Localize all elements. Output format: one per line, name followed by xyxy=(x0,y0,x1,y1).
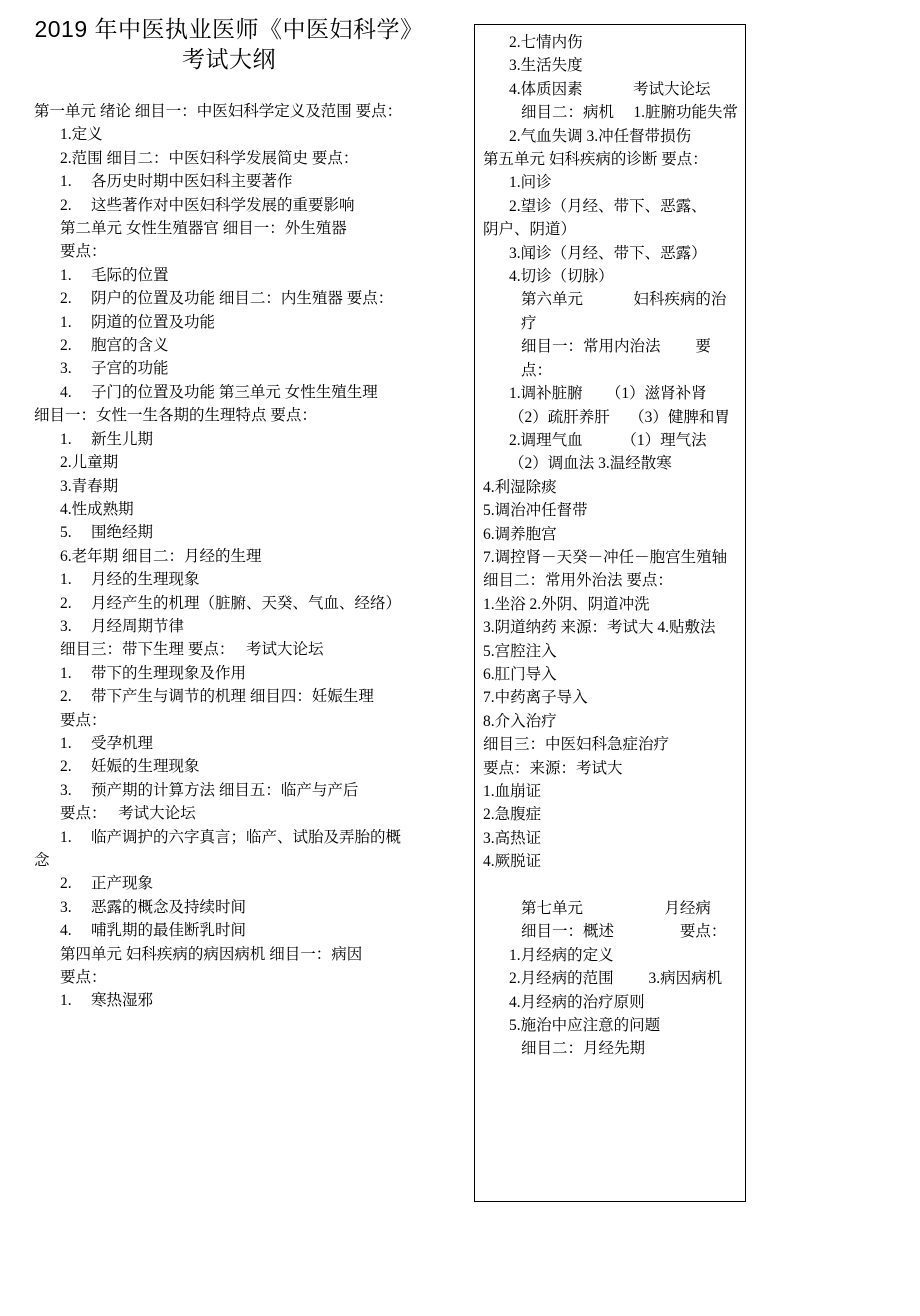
text-line: 3.阴道纳药 来源：考试大 4.贴敷法 xyxy=(483,619,716,637)
text-line: 细目三：带下生理 要点： 考试大论坛 xyxy=(60,641,324,659)
text-line: 1. 毛际的位置 xyxy=(60,266,169,284)
text-line: 2.急腹症 xyxy=(483,806,542,824)
text-line: 3. 月经周期节律 xyxy=(60,617,185,635)
text-line: 7.调控肾－天癸－冲任－胞宫生殖轴 xyxy=(483,548,728,566)
text-line: 2.气血失调 3.冲任督带损伤 xyxy=(509,127,692,145)
text-line: 5. 围绝经期 xyxy=(60,524,154,542)
text-line: 2.调理气血 （1）理气法 xyxy=(509,431,707,449)
text-line: 3.青春期 xyxy=(60,477,119,495)
text-line: 2. 带下产生与调节的机理 细目四：妊娠生理 xyxy=(60,688,374,706)
text-line: 1. 各历史时期中医妇科主要著作 xyxy=(60,173,293,191)
text-line: 6.老年期 细目二：月经的生理 xyxy=(60,547,262,565)
text-line: 6.肛门导入 xyxy=(483,665,557,683)
text-line: 3.闻诊（月经、带下、恶露） xyxy=(509,244,707,262)
text-line: 第一单元 绪论 细目一：中医妇科学定义及范围 要点： xyxy=(34,103,403,120)
text-line: 7.中药离子导入 xyxy=(483,689,588,707)
text-line: 要点： 考试大论坛 xyxy=(60,805,196,823)
text-line: 细目三：中医妇科急症治疗 xyxy=(483,736,670,754)
page-title xyxy=(28,14,430,74)
text-line: 第四单元 妇科疾病的病因病机 细目一：病因 xyxy=(60,945,363,963)
text-line: 3. 预产期的计算方法 细目五：临产与产后 xyxy=(60,781,359,799)
page-title-line-1: 2019 年中医执业医师《中医妇科学》 xyxy=(34,16,424,42)
text-line: 4.性成熟期 xyxy=(60,500,134,518)
text-line: 1.定义 xyxy=(60,126,103,144)
text-line: 1. 阴道的位置及功能 xyxy=(60,313,216,331)
text-line: 要点： xyxy=(60,243,107,261)
text-line: 细目一：女性一生各期的生理特点 要点： xyxy=(34,407,317,425)
text-line: 细目一：概述 要点： xyxy=(521,923,727,941)
text-line: （2）疏肝养肝 （3）健脾和胃 xyxy=(509,408,730,426)
text-line: 5.施治中应注意的问题 xyxy=(509,1017,661,1035)
right-text-column-boxed xyxy=(474,24,746,1202)
text-line: 1. 带下的生理现象及作用 xyxy=(60,664,247,682)
text-line: 8.介入治疗 xyxy=(483,712,557,730)
text-line: 阴户、阴道） xyxy=(483,221,577,239)
title-block xyxy=(0,14,430,74)
text-line: 1. 寒热湿邪 xyxy=(60,992,154,1010)
text-line: 4.体质因素 考试大论坛 xyxy=(509,80,711,98)
document-page xyxy=(0,14,920,1316)
text-line: 3. 子宫的功能 xyxy=(60,360,169,378)
text-line: 2. 这些著作对中医妇科学发展的重要影响 xyxy=(60,196,355,214)
text-line: 2. 月经产生的机理（脏腑、天癸、气血、经络） xyxy=(60,594,402,612)
text-line: 3.生活失度 xyxy=(509,57,583,75)
text-line: 要点： xyxy=(60,969,107,987)
text-line: 念 xyxy=(34,852,50,869)
text-line: 细目二：月经先期 xyxy=(521,1040,646,1058)
text-line: 2. 正产现象 xyxy=(60,875,154,893)
text-line: 2.儿童期 xyxy=(60,454,119,472)
text-line: 1.血崩证 xyxy=(483,783,542,800)
text-line: （2）调血法 3.温经散寒 xyxy=(509,455,672,473)
text-line: 1. 月经的生理现象 xyxy=(60,571,200,589)
text-line: 细目二：常用外治法 要点： xyxy=(483,572,673,590)
text-line: 第二单元 女性生殖器官 细目一：外生殖器 xyxy=(60,220,347,238)
text-line: 2.月经病的范围 3.病因病机 xyxy=(509,970,723,988)
text-line: 2. 胞宫的含义 xyxy=(60,337,169,355)
text-line: 第五单元 妇科疾病的诊断 要点： xyxy=(483,151,708,169)
text-line: 细目一：常用内治法 要点： xyxy=(521,338,711,379)
text-line: 第六单元 妇科疾病的治疗 xyxy=(521,291,727,332)
text-line: 4.利湿除痰 xyxy=(483,478,557,496)
text-line: 1.调补脏腑 （1）滋肾补肾 xyxy=(509,385,707,403)
text-line: 2.七情内伤 xyxy=(509,34,583,51)
text-line: 3.高热证 xyxy=(483,829,542,847)
text-line: 要点： xyxy=(60,711,107,729)
text-line: 细目二：病机 1.脏腑功能失常 xyxy=(521,104,739,122)
text-line: 4.厥脱证 xyxy=(483,853,542,871)
text-line: 2. 妊娠的生理现象 xyxy=(60,758,200,776)
text-line: 1. 新生儿期 xyxy=(60,430,154,448)
text-line: 1.问诊 xyxy=(509,174,552,192)
text-line: 4. 子门的位置及功能 第三单元 女性生殖生理 xyxy=(60,383,378,401)
text-line: 2. 阴户的位置及功能 细目二：内生殖器 要点： xyxy=(60,290,394,308)
text-line: 4. 哺乳期的最佳断乳时间 xyxy=(60,922,247,940)
text-line: 1. 临产调护的六字真言；临产、试胎及弄胎的概 xyxy=(60,828,402,846)
left-text-column xyxy=(34,100,458,1013)
text-line: 6.调养胞宫 xyxy=(483,525,557,543)
text-line: 1.坐浴 2.外阴、阴道冲洗 xyxy=(483,595,650,613)
text-line: 2.望诊（月经、带下、恶露、 xyxy=(509,197,707,215)
text-line: 1. 受孕机理 xyxy=(60,734,154,752)
text-line: 5.宫腔注入 xyxy=(483,642,557,660)
text-line: 第七单元 月经病 xyxy=(521,900,711,918)
text-line: 1.月经病的定义 xyxy=(509,946,614,964)
text-line xyxy=(483,874,739,897)
text-line: 4.月经病的治疗原则 xyxy=(509,993,645,1011)
text-line: 2.范围 细目二：中医妇科学发展简史 要点： xyxy=(60,149,359,167)
page-title-line-2: 考试大纲 xyxy=(182,46,276,72)
text-line: 要点：来源：考试大 xyxy=(483,759,623,777)
text-line: 4.切诊（切脉） xyxy=(509,268,614,286)
text-line: 5.调治冲任督带 xyxy=(483,502,588,520)
text-line: 3. 恶露的概念及持续时间 xyxy=(60,898,247,916)
